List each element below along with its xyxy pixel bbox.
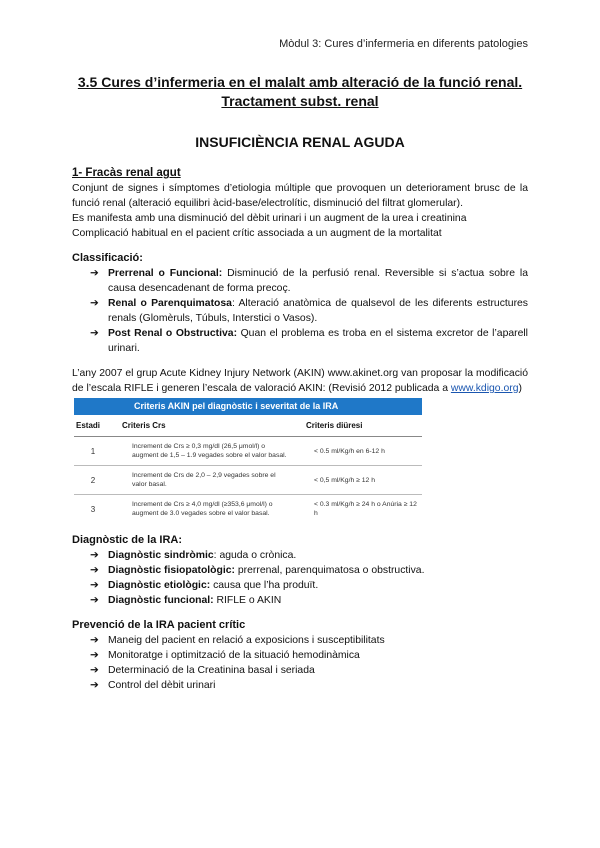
list-item bbox=[72, 593, 528, 608]
list-item bbox=[72, 266, 528, 296]
stage-cell: 1 bbox=[74, 437, 112, 466]
arrow-icon: ➔ bbox=[90, 550, 99, 561]
diagnostic-heading: Diagnòstic de la IRA: bbox=[72, 534, 183, 546]
list-item bbox=[72, 678, 528, 693]
list-item-term: Diagnòstic etiològic: bbox=[108, 580, 211, 591]
arrow-icon: ➔ bbox=[90, 665, 99, 676]
arrow-icon: ➔ bbox=[90, 680, 99, 691]
list-item-text: Maneig del pacient en relació a exposicions i susceptibilitats bbox=[108, 635, 385, 646]
main-heading: INSUFICIÈNCIA RENAL AGUDA bbox=[195, 134, 405, 150]
prevencio-list bbox=[72, 633, 528, 693]
classificacio-list bbox=[72, 266, 528, 356]
akin-intro-text: L’any 2007 el grup Acute Kidney Injury Network (AKIN) www.akinet.org van proposar la modificació de l’escala RIFLE i generen l’escala de valoració AKIN: (Revisió 2012 publicada a bbox=[72, 368, 528, 394]
list-item bbox=[72, 663, 528, 678]
prevencio-heading: Prevenció de la IRA pacient crític bbox=[72, 619, 246, 631]
arrow-icon: ➔ bbox=[90, 328, 99, 339]
table-row bbox=[74, 437, 422, 466]
list-item-text: causa que l’ha produït. bbox=[210, 580, 319, 591]
arrow-icon: ➔ bbox=[90, 650, 99, 661]
document-body bbox=[72, 166, 528, 693]
arrow-icon: ➔ bbox=[90, 268, 99, 279]
arrow-icon: ➔ bbox=[90, 298, 99, 309]
arrow-icon: ➔ bbox=[90, 635, 99, 646]
classificacio-heading: Classificació: bbox=[72, 252, 143, 264]
stage-cell: 2 bbox=[74, 466, 112, 495]
table-row bbox=[74, 466, 422, 495]
list-item-term: Diagnòstic funcional: bbox=[108, 595, 214, 606]
akin-table-title: Criteris AKIN pel diagnòstic i severitat de la IRA bbox=[74, 398, 422, 415]
list-item-term: Diagnòstic fisiopatològic: bbox=[108, 565, 236, 576]
akin-intro bbox=[72, 366, 528, 396]
crs-cell: Increment de Crs de 2,0 – 2,9 vegades sobre el valor basal. bbox=[112, 466, 294, 495]
stage-cell: 3 bbox=[90, 504, 96, 514]
fracas-paragraph-2: Es manifesta amb una disminució del dèbit urinari i un augment de la urea i creatinina bbox=[72, 213, 467, 224]
diuresis-cell: < 0,5 ml/Kg/h ≥ 12 h bbox=[294, 466, 422, 495]
list-item-term: Renal o Parenquimatosa bbox=[108, 298, 232, 309]
list-item-text: Quan el problema es troba en el sistema excretor de l’aparell urinari. bbox=[108, 328, 528, 354]
fracas-heading: 1- Fracàs renal agut bbox=[72, 167, 181, 179]
list-item-text: : aguda o crònica. bbox=[213, 550, 297, 561]
table-header-stage: Estadi bbox=[74, 415, 112, 437]
list-item-text: RIFLE o AKIN bbox=[213, 595, 282, 606]
list-item bbox=[72, 296, 528, 326]
list-item bbox=[72, 326, 528, 356]
diagnostic-list bbox=[72, 548, 528, 608]
table-header-crs: Criteris Crs bbox=[112, 415, 294, 437]
table-header-diuresis: Criteris diüresi bbox=[294, 415, 422, 437]
list-item bbox=[72, 563, 528, 578]
list-item-text: Disminució de la perfusió renal. Reversible si s’actua sobre la causa desencadenant de forma precoç. bbox=[108, 268, 529, 294]
fracas-paragraph-3: Complicació habitual en el pacient crític associada a un augment de la mortalitat bbox=[72, 228, 442, 239]
list-item bbox=[72, 548, 528, 563]
table-row bbox=[74, 495, 422, 524]
list-item-text: prerrenal, parenquimatosa o obstructiva. bbox=[235, 565, 425, 576]
list-item-text: : Alteració anatòmica de qualsevol de les diferents estructures renals (Glomèruls, Túbuls, Interstici o Vasos). bbox=[108, 298, 528, 324]
list-item-term: Prerrenal o Funcional: bbox=[108, 268, 223, 279]
list-item bbox=[72, 578, 528, 593]
arrow-icon: ➔ bbox=[90, 595, 99, 606]
crs-cell: Increment de Crs ≥ 0,3 mg/dl (26,5 μmol/l) o augment de 1,5 – 1.9 vegades sobre el valor basal. bbox=[112, 437, 294, 466]
kdigo-link[interactable]: www.kdigo.org bbox=[450, 383, 519, 394]
arrow-icon: ➔ bbox=[90, 565, 99, 576]
list-item-text: Monitoratge i optimització de la situació hemodinàmica bbox=[108, 650, 360, 661]
diuresis-cell: < 0.3 ml/Kg/h ≥ 24 h o Anúria ≥ 12 h bbox=[314, 501, 417, 517]
list-item-term: Diagnòstic sindròmic bbox=[108, 550, 214, 561]
table-header-row bbox=[74, 415, 422, 437]
list-item bbox=[72, 648, 528, 663]
list-item-text: Determinació de la Creatinina basal i seriada bbox=[108, 665, 315, 676]
fracas-paragraph-1: Conjunt de signes i símptomes d’etiologia múltiple que provoquen un deteriorament brusc de la funció renal (alteració equilibri àcid-base/electrolític, disminució del filtrat glomerular). bbox=[72, 183, 528, 209]
diuresis-cell: < 0.5 ml/Kg/h en 6-12 h bbox=[294, 437, 422, 466]
list-item bbox=[72, 633, 528, 648]
list-item-term: Post Renal o Obstructiva: bbox=[108, 328, 238, 339]
arrow-icon: ➔ bbox=[90, 580, 99, 591]
crs-cell: Increment de Crs ≥ 4,0 mg/dl (≥353,6 μmol/l) o augment de 3.0 vegades sobre el valor basal. bbox=[132, 501, 273, 517]
akin-criteria-table bbox=[74, 398, 422, 523]
akin-intro-close: ) bbox=[518, 383, 522, 394]
section-title: 3.5 Cures d’infermeria en el malalt amb alteració de la funció renal. Tractament subst. renal bbox=[77, 74, 523, 109]
module-header: Mòdul 3: Cures d’infermeria en diferents patologies bbox=[279, 38, 528, 50]
list-item-text: Control del dèbit urinari bbox=[108, 680, 216, 691]
